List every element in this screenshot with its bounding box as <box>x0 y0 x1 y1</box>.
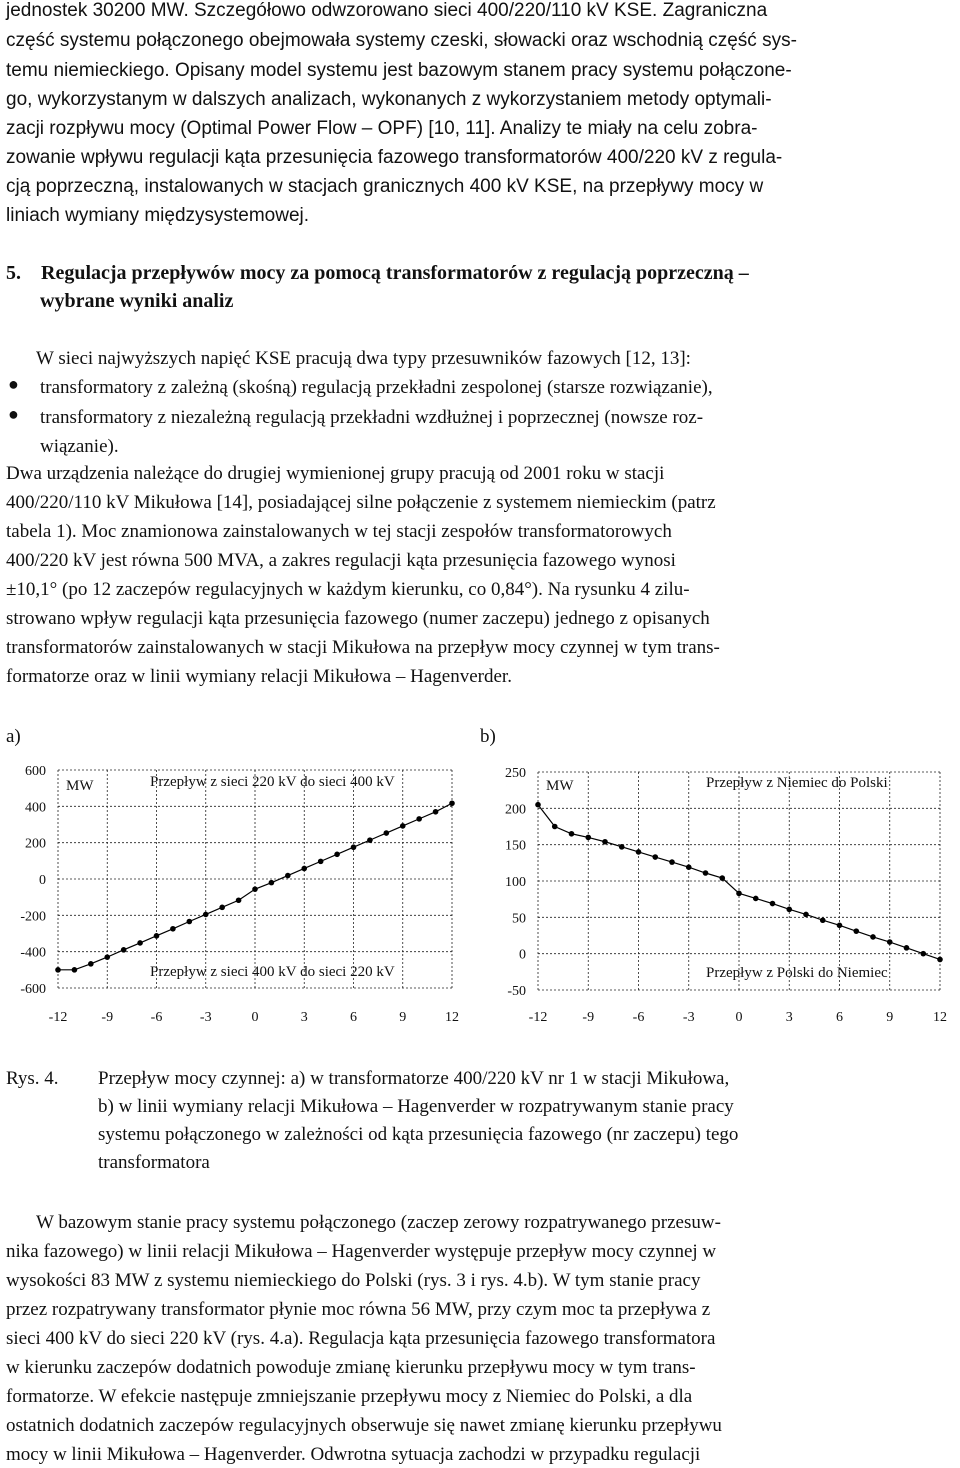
text-line: Dwa urządzenia należące do drugiej wymienionej grupy pracują od 2001 roku w stacji <box>6 463 665 484</box>
text-line: 400/220 kV jest równa 500 MVA, a zakres regulacji kąta przesunięcia fazowego wynosi <box>6 550 676 571</box>
y-tick-label: 0 <box>519 947 526 963</box>
x-tick-label: -9 <box>101 1010 114 1025</box>
chart-b <box>480 750 960 1040</box>
x-tick-label: 12 <box>933 1010 947 1025</box>
x-tick-label: 0 <box>251 1010 259 1025</box>
x-tick-label: -3 <box>682 1010 695 1025</box>
y-tick-label: 0 <box>39 873 46 888</box>
data-point <box>837 923 843 929</box>
y-tick-label: 50 <box>512 911 526 927</box>
y-tick-label: 150 <box>505 838 526 854</box>
x-tick-label: 9 <box>886 1010 894 1025</box>
data-point <box>669 859 675 865</box>
x-tick-label: 3 <box>300 1010 308 1025</box>
data-point <box>736 891 742 897</box>
y-tick-label: 200 <box>25 836 46 852</box>
data-point <box>552 824 558 830</box>
text-line: cją poprzeczną, instalowanych w stacjach granicznych 400 kV KSE, na przepływy mocy w <box>6 176 764 197</box>
data-point <box>433 809 439 815</box>
data-point <box>602 839 608 845</box>
text-line: formatorze oraz w linii wymiany relacji Mikułowa – Hagenverder. <box>6 666 512 687</box>
x-tick-label: 6 <box>350 1010 357 1025</box>
text-line: w kierunku zaczepów dodatnich powoduje zmianę kierunku przepływu mocy w tym trans- <box>6 1357 696 1378</box>
data-point <box>88 961 94 967</box>
y-tick-label: -400 <box>20 945 46 961</box>
bullet-icon: ● <box>8 404 19 424</box>
x-tick-label: -12 <box>48 1010 68 1025</box>
text-line: W sieci najwyższych napięć KSE pracują dwa typy przesuwników fazowych [12, 13]: <box>36 348 691 369</box>
list-item-cont: wiązanie). <box>40 436 119 457</box>
unit-label: MW <box>546 778 574 794</box>
x-tick-label: -9 <box>582 1010 595 1025</box>
data-point <box>236 897 242 903</box>
data-point <box>219 905 225 911</box>
data-point <box>904 945 910 951</box>
text-line: zowanie wpływu regulacji kąta przesunięcia fazowego transformatorów 400/220 kV z regula- <box>6 147 783 168</box>
x-tick-label: 12 <box>445 1010 459 1025</box>
y-tick-label: -200 <box>20 909 46 925</box>
text-line: tabela 1). Moc znamionowa zainstalowanych w tej stacji zespołów transformatorowych <box>6 521 672 542</box>
chart-a <box>0 750 480 1040</box>
x-tick-label: -6 <box>632 1010 645 1025</box>
data-point <box>535 802 541 808</box>
data-point <box>719 875 725 881</box>
data-point <box>318 859 324 865</box>
y-tick-label: 600 <box>25 764 46 779</box>
data-point <box>384 830 390 836</box>
text-line: liniach wymiany międzysystemowej. <box>6 205 310 226</box>
list-item: transformatory z niezależną regulacją przekładni wzdłużnej i poprzecznej (nowsze roz- <box>40 407 704 428</box>
text-line: go, wykorzystanym w dalszych analizach, wykonanych z wykorzystaniem metody optymali- <box>6 89 772 110</box>
data-point <box>285 873 291 879</box>
text-line: wysokości 83 MW z systemu niemieckiego do Polski (rys. 3 i rys. 4.b). W tym stanie pracy <box>6 1270 701 1291</box>
data-point <box>937 957 943 963</box>
data-point <box>154 933 160 939</box>
data-point <box>920 951 926 957</box>
caption-line: b) w linii wymiany relacji Mikułowa – Hagenverder w rozpatrywanym stanie pracy <box>98 1096 734 1117</box>
annotation-bottom: Przepływ z Polski do Niemiec <box>706 965 888 981</box>
unit-label: MW <box>66 778 94 794</box>
section-title: Regulacja przepływów mocy za pomocą transformatorów z regulacją poprzeczną – <box>41 262 749 284</box>
text-line: ±10,1° (po 12 zaczepów regulacyjnych w każdym kierunku, co 0,84°). Na rysunku 4 zilu- <box>6 579 690 600</box>
y-tick-label: -600 <box>20 982 46 997</box>
text-line: transformatorów zainstalowanych w stacji Mikułowa na przepływ mocy czynnej w tym trans- <box>6 637 720 658</box>
text-line: zacji rozpływu mocy (Optimal Power Flow – OPF) [10, 11]. Analizy te miały na celu zobra- <box>6 118 758 139</box>
data-point <box>351 844 357 850</box>
annotation-top: Przepływ z sieci 220 kV do sieci 400 kV <box>150 774 395 790</box>
text-line: temu niemieckiego. Opisany model systemu jest bazowym stanem pracy systemu połączone- <box>6 60 792 81</box>
caption-line: transformatora <box>98 1152 210 1173</box>
y-tick-label: 250 <box>505 766 526 781</box>
x-tick-label: -6 <box>150 1010 163 1025</box>
y-tick-label: 400 <box>25 800 46 816</box>
data-point <box>820 917 826 923</box>
data-point <box>269 880 275 886</box>
annotation-bottom: Przepływ z sieci 400 kV do sieci 220 kV <box>150 964 395 980</box>
text-line: strowano wpływ regulacji kąta przesunięcia fazowego (numer zaczepu) jednego z opisanych <box>6 608 710 629</box>
data-point <box>416 816 422 822</box>
y-tick-label: -50 <box>507 984 526 999</box>
data-point <box>569 831 575 837</box>
data-point <box>72 967 78 973</box>
data-point <box>853 928 859 934</box>
text-line: jednostek 30200 MW. Szczegółowo odwzorowano sieci 400/220/110 kV KSE. Zagraniczna <box>6 0 768 21</box>
data-point <box>652 854 658 860</box>
text-line: ostatnich dodatnich zaczepów regulacyjnych obserwuje się nawet zmianę kierunku przepływu <box>6 1415 722 1436</box>
data-point <box>203 912 209 918</box>
text-line: przez rozpatrywany transformator płynie moc równa 56 MW, przy czym moc ta przepływa z <box>6 1299 711 1320</box>
caption-line: Przepływ mocy czynnej: a) w transformatorze 400/220 kV nr 1 w stacji Mikułowa, <box>98 1068 730 1089</box>
data-point <box>786 907 792 913</box>
text-line: część systemu połączonego obejmowała systemy czeski, słowacki oraz wschodnią część sys- <box>6 30 797 51</box>
x-tick-label: -3 <box>199 1010 212 1025</box>
section-number: 5. <box>6 262 21 284</box>
data-point <box>887 939 893 945</box>
data-point <box>55 967 61 973</box>
data-point <box>252 886 258 892</box>
text-line: nika fazowego) w linii relacji Mikułowa – Hagenverder występuje przepływ mocy czynnej w <box>6 1241 717 1262</box>
x-tick-label: 9 <box>399 1010 407 1025</box>
list-item: transformatory z zależną (skośną) regulacją przekładni zespolonej (starsze rozwiązanie), <box>40 377 713 398</box>
data-point <box>585 835 591 841</box>
bullet-icon: ● <box>8 374 19 394</box>
x-tick-label: 3 <box>785 1010 793 1025</box>
caption-line: systemu połączonego w zależności od kąta przesunięcia fazowego (nr zaczepu) tego <box>98 1124 739 1145</box>
data-point <box>170 926 176 932</box>
data-point <box>334 851 340 857</box>
data-point <box>619 844 625 850</box>
data-point <box>449 800 455 806</box>
data-point <box>636 849 642 855</box>
data-point <box>686 864 692 870</box>
figure-caption-label: Rys. 4. <box>6 1068 59 1089</box>
data-point <box>703 870 709 876</box>
x-tick-label: 6 <box>836 1010 843 1025</box>
annotation-top: Przepływ z Niemiec do Polski <box>706 775 888 791</box>
panel-label-a: a) <box>6 726 21 747</box>
data-point <box>104 954 110 960</box>
data-point <box>770 901 776 907</box>
section-title-cont: wybrane wyniki analiz <box>40 290 234 312</box>
y-tick-label: 100 <box>505 875 526 890</box>
y-tick-label: 200 <box>505 802 526 818</box>
text-line: mocy w linii Mikułowa – Hagenverder. Odwrotna sytuacja zachodzi w przypadku regulacji <box>6 1444 701 1465</box>
text-line: W bazowym stanie pracy systemu połączonego (zaczep zerowy rozpatrywanego przesuw- <box>36 1212 721 1233</box>
data-point <box>301 866 307 872</box>
data-point <box>753 896 759 902</box>
data-point <box>137 940 143 946</box>
text-line: sieci 400 kV do sieci 220 kV (rys. 4.a). Regulacja kąta przesunięcia fazowego transformatora <box>6 1328 716 1349</box>
data-point <box>121 947 127 953</box>
data-point <box>187 919 193 925</box>
text-line: formatorze. W efekcie następuje zmniejszanie przepływu mocy z Niemiec do Polski, a dla <box>6 1386 693 1407</box>
x-tick-label: 0 <box>735 1010 743 1025</box>
data-point <box>367 837 373 843</box>
data-point <box>870 934 876 940</box>
data-point <box>400 823 406 829</box>
panel-label-b: b) <box>480 726 496 747</box>
text-line: 400/220/110 kV Mikułowa [14], posiadającej silne połączenie z systemem niemieckim (patrz <box>6 492 716 513</box>
x-tick-label: -12 <box>528 1010 548 1025</box>
data-point <box>803 912 809 918</box>
